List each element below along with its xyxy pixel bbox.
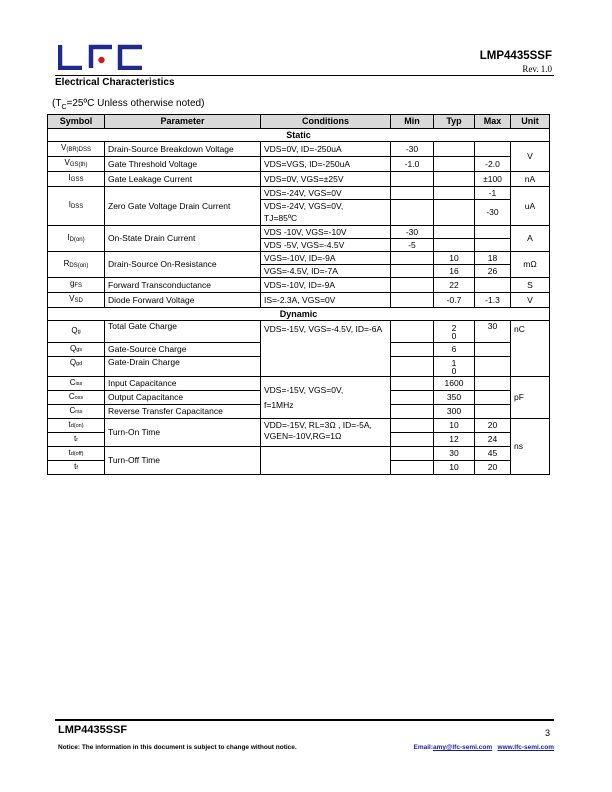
table-row: gFS Forward Transconductance VDS=-10V, ID=-9A 22 S xyxy=(48,278,550,293)
table-row: VDS=-24V, VGS=0V, -30 xyxy=(48,200,550,213)
conditions-note: ($T_C=25ºC$ Unless otherwise noted) xyxy=(52,98,205,111)
col-header-max: Max xyxy=(475,115,511,129)
table-row: td(on) Turn-On Time VDD=-15V, RL=3Ω , ID=-5A, VGEN=-10V,RG=1Ω 10 20 ns xyxy=(48,419,550,433)
section-row-static: Static xyxy=(48,129,550,142)
col-header-conditions: Conditions xyxy=(261,115,391,129)
table-row: ID(on) On-State Drain Current VDS -10V, VGS=-10V -30 A xyxy=(48,226,550,239)
table-row: VSD Diode Forward Voltage IS=-2.3A, VGS=0V -0.7 -1.3 V xyxy=(48,293,550,308)
table-row: RDS(on) Drain-Source On-Resistance VGS=-10V, ID=-9A 10 18 mΩ xyxy=(48,252,550,265)
header-row xyxy=(48,115,550,129)
email-link[interactable]: amy@lfc-semi.com xyxy=(433,744,493,751)
table-row: tf 10 20 xyxy=(48,461,550,475)
table-row: Ciss Input Capacitance VDS=-15V, VGS=0V, f=1MHz 1600 pF xyxy=(48,377,550,391)
page-number: 3 xyxy=(544,728,550,738)
table-row: VGS=-4.5V, ID=-7A 16 26 xyxy=(48,265,550,278)
section-title: Electrical Characteristics xyxy=(55,77,175,88)
col-header-unit: Unit xyxy=(511,115,550,129)
website-link[interactable]: www.lfc-semi.com xyxy=(497,744,554,751)
table-row: tr 12 24 xyxy=(48,433,550,447)
section-row-dynamic: Dynamic xyxy=(48,308,550,321)
email-label: Email: xyxy=(413,744,434,751)
electrical-characteristics-table xyxy=(47,114,550,475)
header-part-number: LMP4435SSF xyxy=(479,50,552,62)
lfc-logo xyxy=(58,44,144,70)
col-header-symbol: Symbol xyxy=(48,115,105,129)
table-row: Qgd Gate-Drain Charge 1 0 xyxy=(48,357,550,377)
table-row: Qg Total Gate Charge VDS=-15V, VGS=-4.5V, ID=-6A 2 0 30 nC xyxy=(48,321,550,343)
header-divider xyxy=(55,75,554,76)
revision: Rev. 1.0 xyxy=(522,64,552,74)
table-row: VDS -5V, VGS=-4.5V -5 xyxy=(48,239,550,252)
table-row: V(BR)DSS Drain-Source Breakdown Voltage VDS=0V, ID=-250uA -30 V xyxy=(48,142,550,157)
table-row: IGSS Gate Leakage Current VDS=0V, VGS=±25V ±100 nA xyxy=(48,172,550,187)
table-row: TJ=85ºC xyxy=(48,213,550,226)
table-row: IDSS Zero Gate Voltage Drain Current VDS=-24V, VGS=0V -1 uA xyxy=(48,187,550,200)
footer-divider xyxy=(55,719,554,721)
table-row: VGS(th) Gate Threshold Voltage VDS=VGS, ID=-250uA -1.0 -2.0 xyxy=(48,157,550,172)
table-row: td(off) Turn-Off Time 30 45 xyxy=(48,447,550,461)
footer-contact xyxy=(414,744,555,751)
table-row: Coss Output Capacitance 350 xyxy=(48,391,550,405)
footer-notice: Notice: The information in this document is subject to change without notice. xyxy=(58,744,297,751)
col-header-min: Min xyxy=(391,115,434,129)
col-header-typ: Typ xyxy=(434,115,475,129)
table-row: Crss Reverse Transfer Capacitance 300 xyxy=(48,405,550,419)
footer-part-number: LMP4435SSF xyxy=(58,724,128,736)
table-row: Qgs Gate-Source Charge 6 xyxy=(48,343,550,357)
col-header-parameter: Parameter xyxy=(105,115,261,129)
